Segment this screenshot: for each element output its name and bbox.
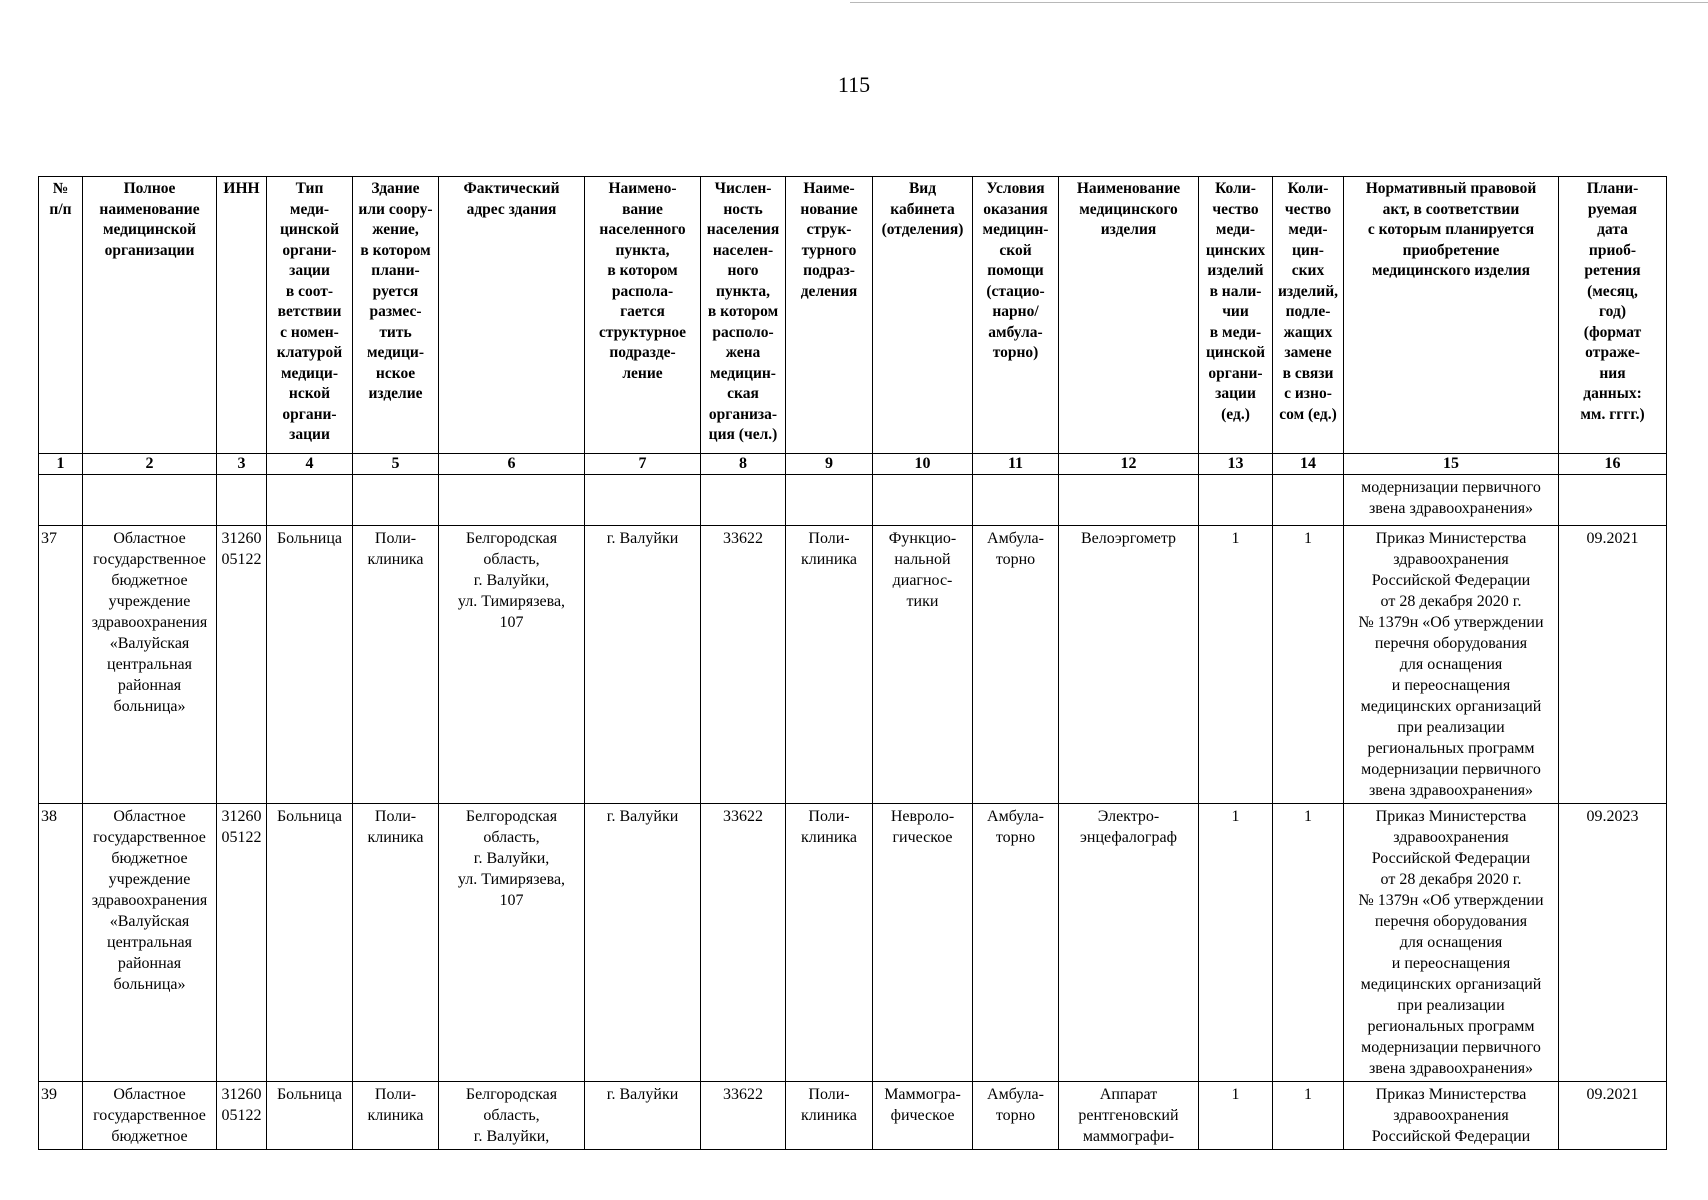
empty-cell <box>1559 475 1667 526</box>
org-type-cell: Больница <box>267 1082 353 1150</box>
header-cell: Числен- ность населения населен- ного пункта, в котором располо- жена медицин- ская организа- ция (чел.) <box>701 177 786 454</box>
empty-cell <box>267 475 353 526</box>
empty-cell <box>39 475 83 526</box>
column-number: 6 <box>439 454 585 475</box>
inn-cell: 31260 05122 <box>217 1082 267 1150</box>
column-number: 4 <box>267 454 353 475</box>
column-number: 12 <box>1059 454 1199 475</box>
qty-replace-cell: 1 <box>1273 804 1344 1082</box>
purchase-date-cell: 09.2023 <box>1559 804 1667 1082</box>
header-cell: Плани- руемая дата приоб- ретения (месяц, год) (формат отраже- ния данных: мм. гггг.) <box>1559 177 1667 454</box>
top-rule <box>850 2 1708 3</box>
header-cell: Вид кабинета (отделения) <box>873 177 973 454</box>
building-cell: Поли- клиника <box>353 1082 439 1150</box>
empty-cell <box>353 475 439 526</box>
inn-cell: 31260 05122 <box>217 804 267 1082</box>
unit-cell: Поли- клиника <box>786 804 873 1082</box>
qty-available-cell: 1 <box>1199 526 1273 804</box>
building-cell: Поли- клиника <box>353 804 439 1082</box>
empty-cell <box>83 475 217 526</box>
header-cell: Наиме- нование струк- турного подраз- деления <box>786 177 873 454</box>
device-cell: Электро- энцефалограф <box>1059 804 1199 1082</box>
empty-cell <box>1199 475 1273 526</box>
qty-available-cell: 1 <box>1199 804 1273 1082</box>
column-number: 15 <box>1344 454 1559 475</box>
empty-cell <box>1273 475 1344 526</box>
conditions-cell: Амбула- торно <box>973 526 1059 804</box>
row-number: 38 <box>39 804 83 1082</box>
header-cell: Наимено- вание населенного пункта, в котором распола- гается структурное подразде- ление <box>585 177 701 454</box>
column-number: 14 <box>1273 454 1344 475</box>
column-number-row <box>39 454 1667 475</box>
column-number: 5 <box>353 454 439 475</box>
unit-cell: Поли- клиника <box>786 1082 873 1150</box>
locality-cell: г. Валуйки <box>585 804 701 1082</box>
row-number: 39 <box>39 1082 83 1150</box>
empty-cell <box>701 475 786 526</box>
cabinet-cell: Маммогра- фическое <box>873 1082 973 1150</box>
equipment-table <box>38 176 1667 1150</box>
org-name-cell: Областное государственное бюджетное учреждение здравоохранения «Валуйская центральная районная больница» <box>83 804 217 1082</box>
locality-cell: г. Валуйки <box>585 526 701 804</box>
table-row <box>39 1082 1667 1150</box>
column-number: 3 <box>217 454 267 475</box>
building-cell: Поли- клиника <box>353 526 439 804</box>
inn-cell: 31260 05122 <box>217 526 267 804</box>
header-cell: Коли- чество меди- цинских изделий в нали- чии в меди- цинской органи- зации (ед.) <box>1199 177 1273 454</box>
header-row <box>39 177 1667 454</box>
conditions-cell: Амбула- торно <box>973 1082 1059 1150</box>
org-type-cell: Больница <box>267 804 353 1082</box>
header-cell: № п/п <box>39 177 83 454</box>
table-row <box>39 804 1667 1082</box>
page-number: 115 <box>837 72 871 97</box>
population-cell: 33622 <box>701 526 786 804</box>
empty-cell <box>439 475 585 526</box>
header-cell: Наименование медицинского изделия <box>1059 177 1199 454</box>
continuation-row <box>39 475 1667 526</box>
address-cell: Белгородская область, г. Валуйки, ул. Тимирязева, 107 <box>439 526 585 804</box>
header-cell: Нормативный правовой акт, в соответствии с которым планируется приобретение медицинского изделия <box>1344 177 1559 454</box>
header-cell: ИНН <box>217 177 267 454</box>
purchase-date-cell: 09.2021 <box>1559 526 1667 804</box>
empty-cell <box>1059 475 1199 526</box>
column-number: 8 <box>701 454 786 475</box>
header-cell: Условия оказания медицин- ской помощи (стацио- нарно/ амбула- торно) <box>973 177 1059 454</box>
empty-cell <box>585 475 701 526</box>
empty-cell <box>786 475 873 526</box>
empty-cell <box>217 475 267 526</box>
column-number: 16 <box>1559 454 1667 475</box>
population-cell: 33622 <box>701 1082 786 1150</box>
header-cell: Фактический адрес здания <box>439 177 585 454</box>
device-cell: Велоэргометр <box>1059 526 1199 804</box>
table-row <box>39 526 1667 804</box>
cabinet-cell: Невроло- гическое <box>873 804 973 1082</box>
column-number: 13 <box>1199 454 1273 475</box>
legal-act-cell: Приказ Министерства здравоохранения Российской Федерации <box>1344 1082 1559 1150</box>
conditions-cell: Амбула- торно <box>973 804 1059 1082</box>
empty-cell <box>973 475 1059 526</box>
legal-act-cell: Приказ Министерства здравоохранения Российской Федерации от 28 декабря 2020 г. № 1379н «Об утверждении перечня оборудования для оснащения и переоснащения медицинских организаций при реализации региональных программ модернизации первичного звена здравоохранения» <box>1344 526 1559 804</box>
row-number: 37 <box>39 526 83 804</box>
org-name-cell: Областное государственное бюджетное учреждение здравоохранения «Валуйская центральная районная больница» <box>83 526 217 804</box>
population-cell: 33622 <box>701 804 786 1082</box>
cabinet-cell: Функцио- нальной диагнос- тики <box>873 526 973 804</box>
column-number: 9 <box>786 454 873 475</box>
continuation-act-cell: модернизации первичного звена здравоохранения» <box>1344 475 1559 526</box>
address-cell: Белгородская область, г. Валуйки, <box>439 1082 585 1150</box>
header-cell: Коли- чество меди- цин- ских изделий, подле- жащих замене в связи с изно- сом (ед.) <box>1273 177 1344 454</box>
header-cell: Здание или соору- жение, в котором плани- руется размес- тить медици- нское изделие <box>353 177 439 454</box>
locality-cell: г. Валуйки <box>585 1082 701 1150</box>
header-cell: Полное наименование медицинской организации <box>83 177 217 454</box>
unit-cell: Поли- клиника <box>786 526 873 804</box>
purchase-date-cell: 09.2021 <box>1559 1082 1667 1150</box>
column-number: 11 <box>973 454 1059 475</box>
empty-cell <box>873 475 973 526</box>
column-number: 10 <box>873 454 973 475</box>
org-name-cell: Областное государственное бюджетное <box>83 1082 217 1150</box>
qty-replace-cell: 1 <box>1273 526 1344 804</box>
column-number: 2 <box>83 454 217 475</box>
address-cell: Белгородская область, г. Валуйки, ул. Тимирязева, 107 <box>439 804 585 1082</box>
legal-act-cell: Приказ Министерства здравоохранения Российской Федерации от 28 декабря 2020 г. № 1379н «Об утверждении перечня оборудования для оснащения и переоснащения медицинских организаций при реализации региональных программ модернизации первичного звена здравоохранения» <box>1344 804 1559 1082</box>
column-number: 1 <box>39 454 83 475</box>
device-cell: Аппарат рентгеновский маммографи- <box>1059 1082 1199 1150</box>
qty-replace-cell: 1 <box>1273 1082 1344 1150</box>
column-number: 7 <box>585 454 701 475</box>
qty-available-cell: 1 <box>1199 1082 1273 1150</box>
header-cell: Тип меди- цинской органи- зации в соот- ветствии с номен- клатурой медици- нской органи- зации <box>267 177 353 454</box>
org-type-cell: Больница <box>267 526 353 804</box>
